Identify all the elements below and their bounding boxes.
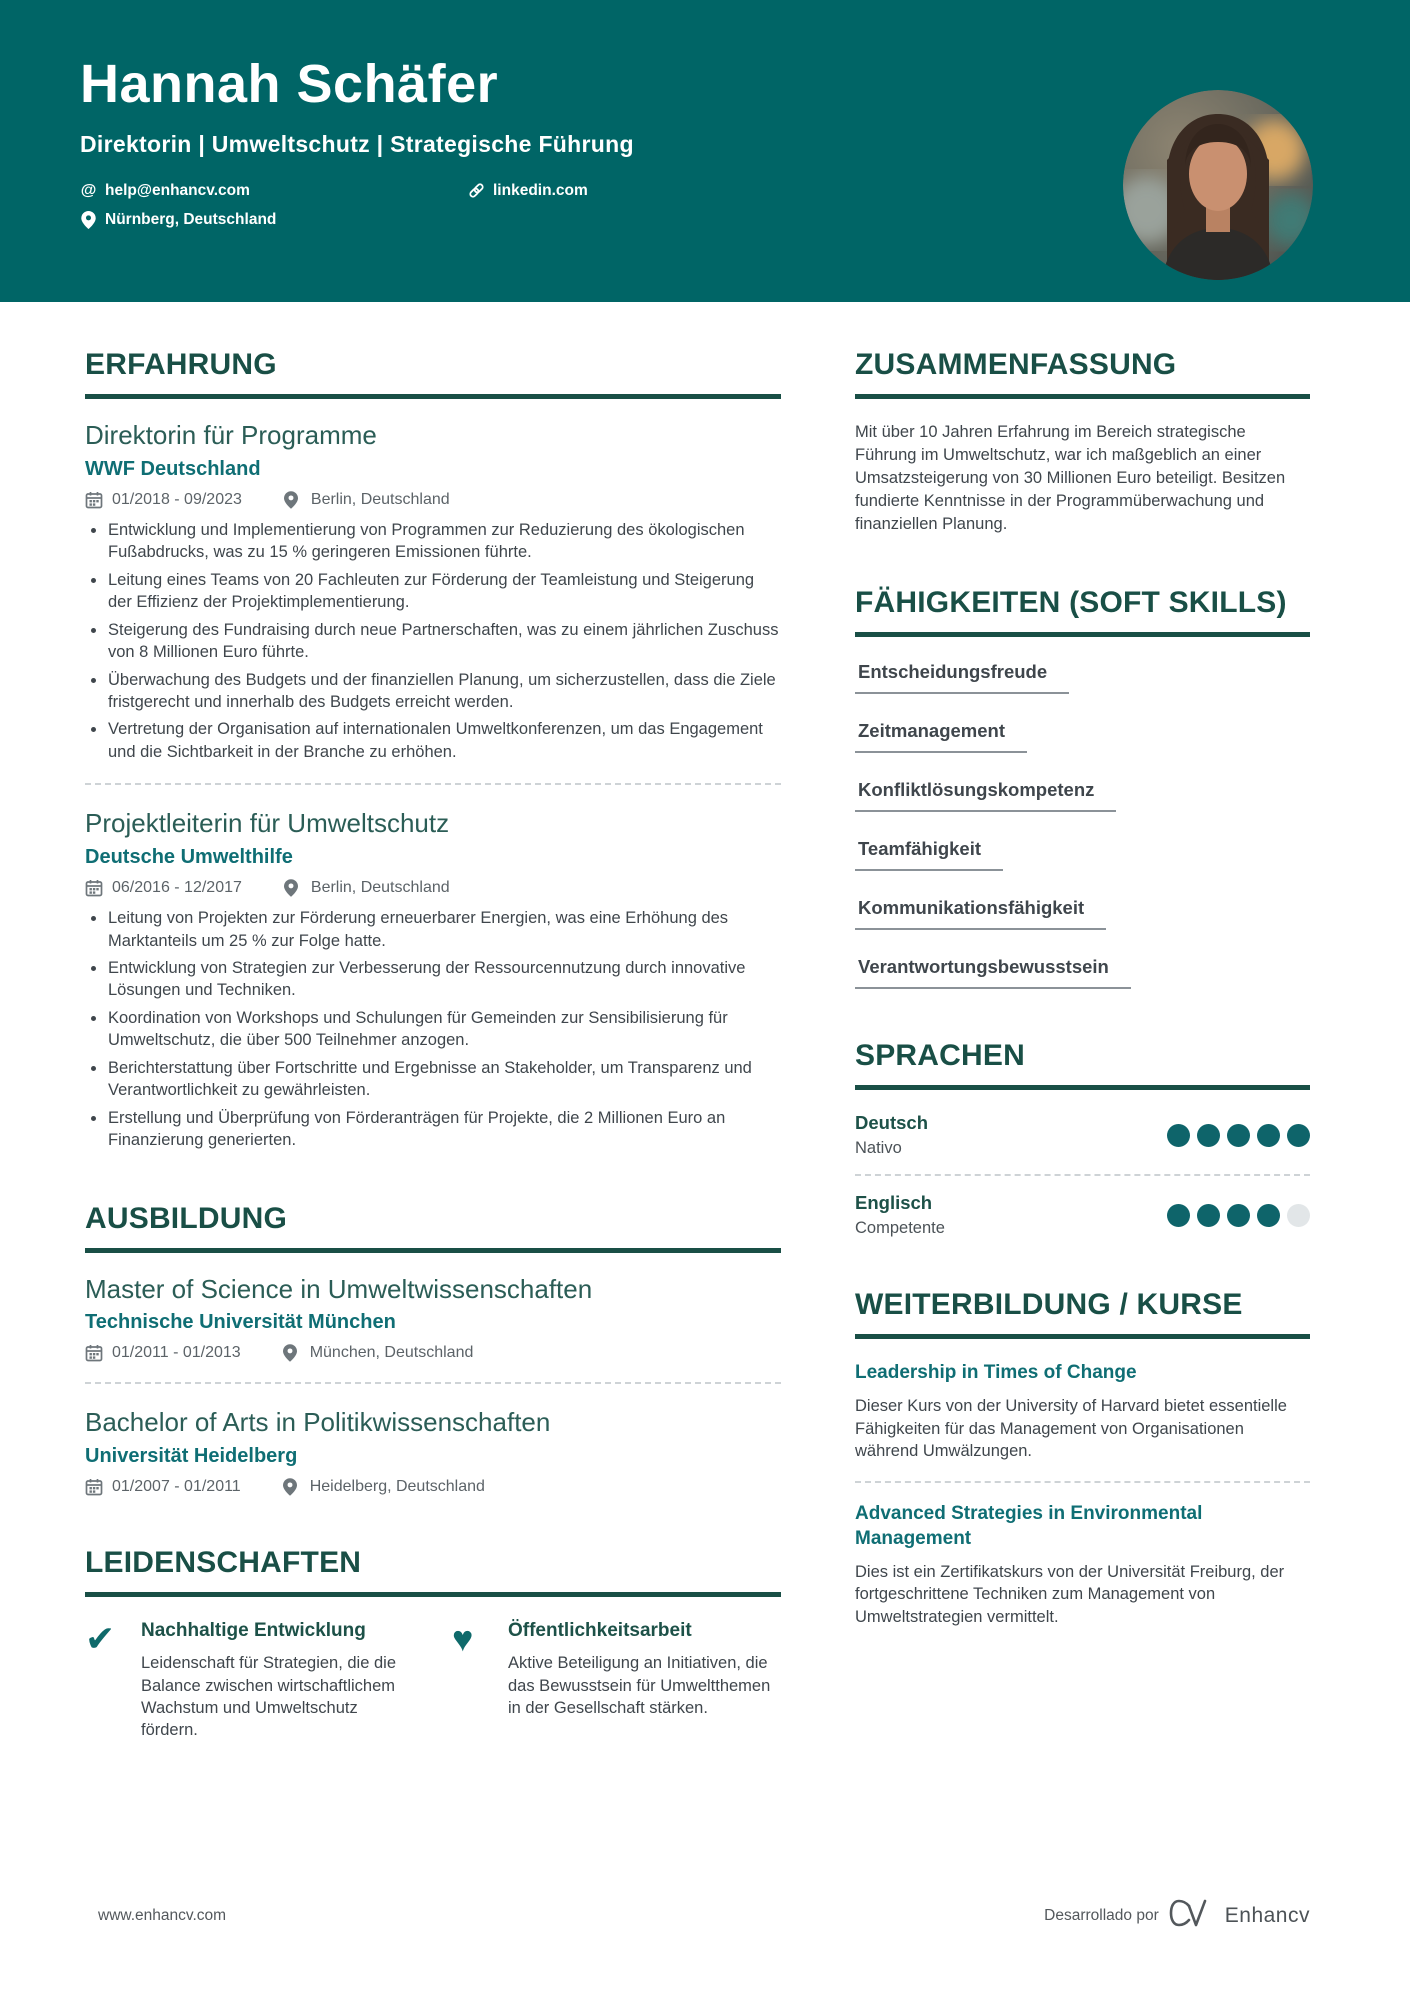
language-name: Englisch bbox=[855, 1192, 933, 1214]
calendar-icon bbox=[85, 879, 103, 897]
job-bullet: Entwicklung und Implementierung von Programmen zur Reduzierung des ökologischen Fußabdrucks, was zu 15 % geringeren Emissionen führte. bbox=[85, 519, 781, 564]
level-dot bbox=[1167, 1124, 1190, 1147]
job-bullet-list bbox=[85, 519, 781, 763]
calendar-icon bbox=[85, 1344, 103, 1362]
degree: Master of Science in Umweltwissenschaften bbox=[85, 1273, 593, 1304]
main-content bbox=[0, 302, 1410, 1792]
job-location: Berlin, Deutschland bbox=[310, 879, 450, 897]
level-dot bbox=[1227, 1204, 1250, 1227]
education-meta bbox=[85, 1344, 781, 1362]
job-bullet: Überwachung des Budgets und der finanziellen Planung, um sicherzustellen, dass die Ziele fristgerecht und innerhalb des Budgets erreicht werden. bbox=[85, 669, 781, 714]
job-dates: 06/2016 - 12/2017 bbox=[112, 879, 242, 897]
passion-body bbox=[508, 1619, 781, 1742]
entry-divider bbox=[855, 1481, 1310, 1483]
education-location-item bbox=[283, 1344, 474, 1362]
enhancv-logo-icon bbox=[1169, 1898, 1215, 1933]
job-meta bbox=[85, 879, 781, 897]
section-education bbox=[85, 1202, 781, 1497]
email-value[interactable]: help@enhancv.com bbox=[105, 181, 250, 199]
section-languages bbox=[855, 1039, 1310, 1238]
skills-title: FÄHIGKEITEN (SOFT SKILLS) bbox=[855, 586, 1310, 637]
skill-item: Kommunikationsfähigkeit bbox=[855, 895, 1106, 930]
heart-icon: ♥ bbox=[452, 1618, 474, 1660]
section-summary bbox=[855, 348, 1310, 536]
entry-divider bbox=[85, 1382, 781, 1384]
passion-item bbox=[85, 1619, 414, 1742]
education-dates-item bbox=[85, 1478, 241, 1496]
education-title: AUSBILDUNG bbox=[85, 1202, 781, 1253]
job-bullet: Erstellung und Überprüfung von Förderanträgen für Projekte, die 2 Millionen Euro an Finanzierung generierten. bbox=[85, 1107, 781, 1152]
language-info bbox=[855, 1192, 945, 1238]
experience-title: ERFAHRUNG bbox=[85, 348, 781, 399]
level-dot bbox=[1197, 1204, 1220, 1227]
degree: Bachelor of Arts in Politikwissenschaften bbox=[85, 1407, 551, 1438]
check-icon: ✔ bbox=[85, 1618, 116, 1660]
education-entry bbox=[85, 1275, 781, 1363]
job-bullet: Koordination von Workshops und Schulungen für Gemeinden zur Sensibilisierung für Umweltschutz, die über 500 Teilnehmer anzogen. bbox=[85, 1007, 781, 1052]
passions-title: LEIDENSCHAFTEN bbox=[85, 1546, 781, 1597]
level-dot bbox=[1257, 1204, 1280, 1227]
link-item bbox=[468, 182, 588, 200]
location-item bbox=[80, 211, 276, 229]
experience-entry bbox=[85, 421, 781, 763]
level-dot bbox=[1287, 1204, 1310, 1227]
course-item bbox=[855, 1361, 1310, 1462]
email-icon: @ bbox=[80, 181, 97, 199]
job-bullet: Leitung eines Teams von 20 Fachleuten zur Förderung der Teamleistung und Steigerung der Effizienz der Projektimplementierung. bbox=[85, 569, 781, 614]
languages-title: SPRACHEN bbox=[855, 1039, 1310, 1090]
person-name: Hannah Schäfer bbox=[80, 54, 499, 114]
courses-title: WEITERBILDUNG / KURSE bbox=[855, 1288, 1310, 1339]
school: Technische Universität München bbox=[85, 1311, 396, 1334]
footer bbox=[98, 1898, 1310, 1933]
summary-text: Mit über 10 Jahren Erfahrung im Bereich strategische Führung im Umweltschutz, war ich maßgeblich an einer Umsatzsteigerung von 30 Millionen Euro beteiligt. Besitzen fundierte Kenntnisse in der Programmüberwachung und finanziellen Planung. bbox=[855, 423, 1286, 534]
profile-photo bbox=[1123, 90, 1313, 280]
education-entry bbox=[85, 1408, 781, 1496]
skill-item: Zeitmanagement bbox=[855, 718, 1027, 753]
section-skills bbox=[855, 586, 1310, 989]
section-passions bbox=[85, 1546, 781, 1742]
left-column bbox=[85, 348, 781, 1792]
job-dates: 01/2018 - 09/2023 bbox=[112, 490, 242, 508]
education-meta bbox=[85, 1478, 781, 1496]
language-info bbox=[855, 1112, 928, 1158]
calendar-icon bbox=[85, 491, 103, 509]
link-value[interactable]: linkedin.com bbox=[493, 181, 588, 199]
location-pin-icon bbox=[283, 1344, 301, 1362]
job-bullet-list bbox=[85, 907, 781, 1151]
level-dot bbox=[1167, 1204, 1190, 1227]
location-pin-icon bbox=[80, 211, 97, 228]
language-level-dots bbox=[1167, 1124, 1310, 1147]
course-name: Advanced Strategies in Environmental Management bbox=[855, 1503, 1203, 1550]
passion-text: Aktive Beteiligung an Initiativen, die das Bewusstsein für Umweltthemen in der Gesellschaft stärken. bbox=[508, 1654, 771, 1717]
education-dates-item bbox=[85, 1344, 241, 1362]
passion-name: Nachhaltige Entwicklung bbox=[141, 1620, 366, 1642]
job-bullet: Vertretung der Organisation auf internationalen Umweltkonferenzen, um das Engagement und die Sichtbarkeit in der Branche zu erhöhen. bbox=[85, 718, 781, 763]
summary-title: ZUSAMMENFASSUNG bbox=[855, 348, 1310, 399]
entry-divider bbox=[85, 783, 781, 785]
job-company: WWF Deutschland bbox=[85, 457, 261, 480]
course-text: Dies ist ein Zertifikatskurs von der Universität Freiburg, der fortgeschrittene Techniken zum Management von Umweltstrategien vermittelt. bbox=[855, 1562, 1285, 1626]
job-dates-item bbox=[85, 879, 242, 897]
brand-name[interactable]: Enhancv bbox=[1224, 1903, 1310, 1927]
job-bullet: Leitung von Projekten zur Förderung erneuerbarer Energien, was eine Erhöhung des Marktanteils um 25 % zur Folge hatte. bbox=[85, 907, 781, 952]
language-row bbox=[855, 1112, 1310, 1158]
education-dates: 01/2007 - 01/2011 bbox=[112, 1478, 241, 1496]
passion-item bbox=[452, 1619, 781, 1742]
level-dot bbox=[1197, 1124, 1220, 1147]
course-text: Dieser Kurs von der University of Harvard bietet essentielle Fähigkeiten für das Management von Organisationen während Umwälzungen. bbox=[855, 1397, 1287, 1461]
skill-item: Entscheidungsfreude bbox=[855, 659, 1069, 694]
course-item bbox=[855, 1502, 1310, 1628]
powered-by-label: Desarrollado por bbox=[1044, 1906, 1159, 1924]
location-pin-icon bbox=[284, 491, 302, 509]
calendar-icon bbox=[85, 1478, 103, 1496]
passion-name: Öffentlichkeitsarbeit bbox=[508, 1620, 692, 1642]
skill-item: Teamfähigkeit bbox=[855, 836, 1003, 871]
education-dates: 01/2011 - 01/2013 bbox=[112, 1344, 241, 1362]
header bbox=[0, 0, 1410, 302]
skill-item: Konfliktlösungskompetenz bbox=[855, 777, 1116, 812]
language-level-label: Nativo bbox=[855, 1139, 902, 1158]
course-name: Leadership in Times of Change bbox=[855, 1362, 1137, 1384]
location-pin-icon bbox=[284, 879, 302, 897]
email-item bbox=[80, 182, 468, 200]
education-location: Heidelberg, Deutschland bbox=[309, 1478, 485, 1496]
job-meta bbox=[85, 491, 781, 509]
passion-text: Leidenschaft für Strategien, die die Balance zwischen wirtschaftlichem Wachstum und Umweltschutz fördern. bbox=[141, 1654, 397, 1740]
job-location: Berlin, Deutschland bbox=[310, 490, 450, 508]
job-bullet: Berichterstattung über Fortschritte und Ergebnisse an Stakeholder, um Transparenz und Verantwortlichkeit zu gewährleisten. bbox=[85, 1057, 781, 1102]
right-column bbox=[855, 348, 1310, 1792]
job-bullet: Entwicklung von Strategien zur Verbesserung der Ressourcennutzung durch innovative Lösungen und Techniken. bbox=[85, 957, 781, 1002]
section-courses bbox=[855, 1288, 1310, 1628]
person-headline: Direktorin | Umweltschutz | Strategische Führung bbox=[80, 130, 634, 157]
job-location-item bbox=[284, 491, 450, 509]
level-dot bbox=[1227, 1124, 1250, 1147]
passions-grid bbox=[85, 1619, 781, 1742]
experience-entry bbox=[85, 809, 781, 1151]
location-value: Nürnberg, Deutschland bbox=[105, 210, 277, 228]
education-location-item bbox=[283, 1478, 485, 1496]
footer-site-link[interactable]: www.enhancv.com bbox=[98, 1906, 227, 1924]
location-pin-icon bbox=[283, 1478, 301, 1496]
section-experience bbox=[85, 348, 781, 1152]
job-location-item bbox=[284, 879, 450, 897]
level-dot bbox=[1257, 1124, 1280, 1147]
entry-divider bbox=[855, 1174, 1310, 1176]
skill-item: Verantwortungsbewusstsein bbox=[855, 954, 1131, 989]
language-name: Deutsch bbox=[855, 1112, 928, 1134]
job-role: Projektleiterin für Umweltschutz bbox=[85, 808, 450, 839]
job-company: Deutsche Umwelthilfe bbox=[85, 846, 293, 869]
job-role: Direktorin für Programme bbox=[85, 420, 377, 450]
school: Universität Heidelberg bbox=[85, 1445, 298, 1468]
level-dot bbox=[1287, 1124, 1310, 1147]
job-bullet: Steigerung des Fundraising durch neue Partnerschaften, was zu einem jährlichen Zuschuss von 8 Millionen Euro führte. bbox=[85, 619, 781, 664]
footer-brand bbox=[1044, 1898, 1310, 1933]
job-dates-item bbox=[85, 491, 242, 509]
link-icon bbox=[468, 182, 485, 199]
language-level-label: Competente bbox=[855, 1219, 945, 1238]
passion-body bbox=[141, 1619, 414, 1742]
language-row bbox=[855, 1192, 1310, 1238]
education-location: München, Deutschland bbox=[309, 1344, 474, 1362]
language-level-dots bbox=[1167, 1204, 1310, 1227]
